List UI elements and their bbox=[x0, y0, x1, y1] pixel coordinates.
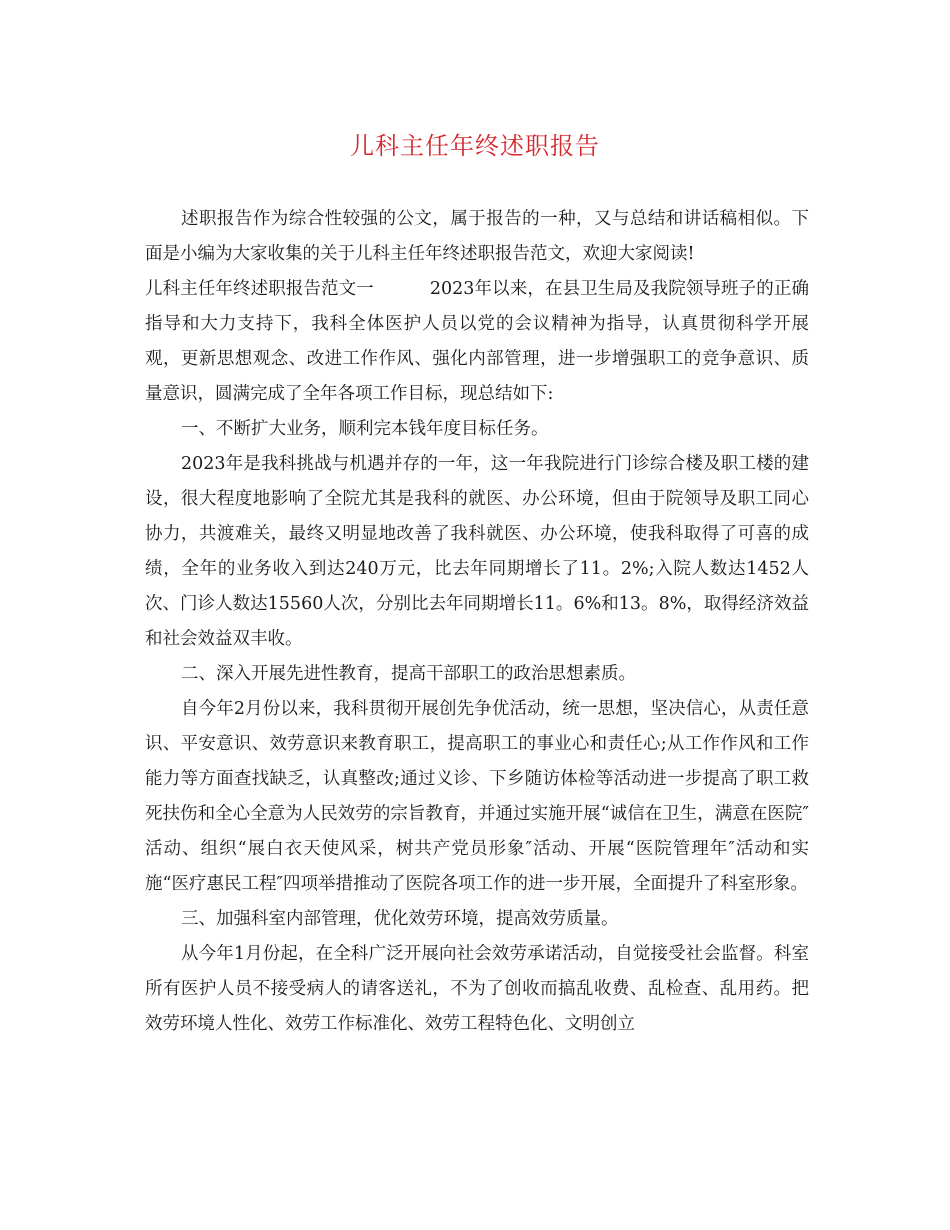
document-title: 儿科主任年终述职报告 bbox=[350, 132, 600, 160]
intro-paragraph: 述职报告作为综合性较强的公文，属于报告的一种，又与总结和讲话稿相似。下面是小编为大家收集的关于儿科主任年终述职报告范文，欢迎大家阅读! bbox=[145, 209, 809, 264]
section-heading-2: 二、深入开展先进性教育，提高干部职工的政治思想素质。 bbox=[181, 664, 636, 684]
sample-paragraph bbox=[145, 272, 809, 412]
section-paragraph-1: 2023年是我科挑战与机遇并存的一年，这一年我院进行门诊综合楼及职工楼的建设，很大程度地影响了全院尤其是我科的就医、办公环境，但由于院领导及职工同心协力，共渡难关，最终又明显地改善了我科就医、办公环境，使我科取得了可喜的成绩，全年的业务收入到达240万元，比去年同期增长了11。2%;入院人数达1452人次、门诊人数达15560人次，分别比去年同期增长11。6%和13。8%，取得经济效益和社会效益双丰收。 bbox=[145, 454, 809, 649]
section-paragraph-3: 从今年1月份起，在全科广泛开展向社会效劳承诺活动，自觉接受社会监督。科室所有医护人员不接受病人的请客送礼，不为了创收而搞乱收费、乱检查、乱用药。把效劳环境人性化、效劳工作标准化、效劳工程特色化、文明创立 bbox=[145, 944, 809, 1034]
section-paragraph-2: 自今年2月份以来，我科贯彻开展创先争优活动，统一思想，坚决信心，从责任意识、平安意识、效劳意识来教育职工，提高职工的事业心和责任心;从工作作风和工作能力等方面查找缺乏，认真整改;通过义诊、下乡随访体检等活动进一步提高了职工救死扶伤和全心全意为人民效劳的宗旨教育，并通过实施开展“诚信在卫生，满意在医院″活动、组织“展白衣天使风采，树共产党员形象″活动、开展“医院管理年″活动和实施“医疗惠民工程″四项举措推动了医院各项工作的进一步开展，全面提升了科室形象。 bbox=[145, 699, 809, 894]
section-heading-3: 三、加强科室内部管理，优化效劳环境，提高效劳质量。 bbox=[181, 909, 619, 929]
document-body bbox=[145, 202, 809, 1042]
section-heading-1: 一、不断扩大业务，顺利完本钱年度目标任务。 bbox=[181, 419, 549, 439]
sample-opening: 2023年以来，在县卫生局及我院领导班子的正确指导和大力支持下，我科全体医护人员以党的会议精神为指导，认真贯彻科学开展观，更新思想观念、改进工作作风、强化内部管理，进一步增强职工的竞争意识、质量意识，圆满完成了全年各项工作目标，现总结如下: bbox=[145, 279, 809, 404]
sample-label: 儿科主任年终述职报告范文一 bbox=[145, 279, 374, 299]
